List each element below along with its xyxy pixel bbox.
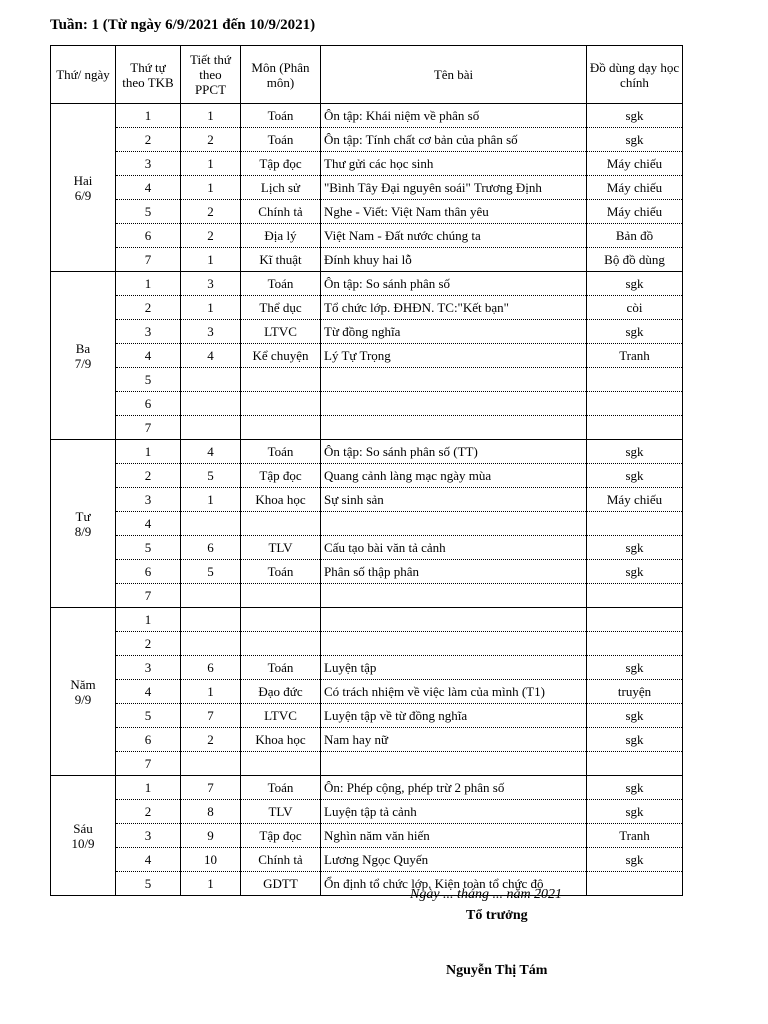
table-row (51, 368, 683, 392)
lesson-cell: Nghe - Viết: Việt Nam thân yêu (321, 200, 587, 224)
day-cell (51, 440, 116, 608)
subject-cell: Toán (241, 104, 321, 128)
table-row (51, 392, 683, 416)
day-date: 7/9 (74, 355, 92, 371)
tkb-cell: 5 (116, 872, 181, 896)
day-name: Tư (75, 508, 91, 524)
signature-date: Ngày ... tháng ... năm 2021 (410, 887, 563, 902)
lesson-cell: Ôn tập: Khái niệm về phân số (321, 104, 587, 128)
materials-cell: sgk (587, 704, 683, 728)
materials-cell: Tranh (587, 824, 683, 848)
lesson-cell (321, 584, 587, 608)
subject-cell (241, 392, 321, 416)
table-row (51, 464, 683, 488)
ppct-cell: 7 (181, 704, 241, 728)
lesson-cell: Việt Nam - Đất nước chúng ta (321, 224, 587, 248)
page-title: Tuần: 1 (Từ ngày 6/9/2021 đến 10/9/2021) (50, 17, 316, 33)
lesson-cell: Luyện tập tả cảnh (321, 800, 587, 824)
materials-cell (587, 512, 683, 536)
materials-cell: sgk (587, 128, 683, 152)
tkb-cell: 2 (116, 632, 181, 656)
table-row (51, 440, 683, 464)
materials-cell (587, 752, 683, 776)
day-date: 9/9 (74, 691, 92, 707)
lesson-cell (321, 416, 587, 440)
table-row (51, 128, 683, 152)
ppct-cell (181, 752, 241, 776)
materials-cell: Máy chiếu (587, 200, 683, 224)
subject-cell (241, 608, 321, 632)
table-row (51, 776, 683, 800)
lesson-cell: Đính khuy hai lỗ (321, 248, 587, 272)
tkb-cell: 7 (116, 248, 181, 272)
table-row (51, 320, 683, 344)
ppct-cell: 9 (181, 824, 241, 848)
subject-cell (241, 416, 321, 440)
ppct-cell: 1 (181, 176, 241, 200)
day-cell (51, 272, 116, 440)
table-row (51, 536, 683, 560)
ppct-cell: 3 (181, 272, 241, 296)
lesson-cell: Thư gửi các học sinh (321, 152, 587, 176)
ppct-cell: 4 (181, 344, 241, 368)
ppct-cell (181, 608, 241, 632)
ppct-cell: 6 (181, 536, 241, 560)
table-row (51, 224, 683, 248)
table-row (51, 296, 683, 320)
tkb-cell: 6 (116, 392, 181, 416)
lesson-cell: Ôn tập: So sánh phân số (TT) (321, 440, 587, 464)
materials-cell: Bộ đồ dùng (587, 248, 683, 272)
lesson-cell: Ôn tập: So sánh phân số (321, 272, 587, 296)
header-subject: Môn (Phân môn) (241, 46, 321, 104)
tkb-cell: 4 (116, 848, 181, 872)
subject-cell: Đạo đức (241, 680, 321, 704)
table-row (51, 632, 683, 656)
table-row (51, 608, 683, 632)
table-row (51, 848, 683, 872)
tkb-cell: 4 (116, 512, 181, 536)
tkb-cell: 1 (116, 104, 181, 128)
lesson-cell: Cấu tạo bài văn tả cảnh (321, 536, 587, 560)
day-date: 10/9 (71, 835, 95, 851)
tkb-cell: 3 (116, 824, 181, 848)
subject-cell: Lịch sử (241, 176, 321, 200)
subject-cell: Khoa học (241, 728, 321, 752)
ppct-cell: 5 (181, 560, 241, 584)
lesson-cell (321, 392, 587, 416)
ppct-cell (181, 584, 241, 608)
table-row (51, 680, 683, 704)
materials-cell: truyện (587, 680, 683, 704)
materials-cell (587, 584, 683, 608)
header-row (51, 46, 683, 104)
materials-cell: sgk (587, 728, 683, 752)
table-row (51, 104, 683, 128)
subject-cell: LTVC (241, 704, 321, 728)
lesson-cell: "Bình Tây Đại nguyên soái" Trương Định (321, 176, 587, 200)
materials-cell: sgk (587, 536, 683, 560)
lesson-cell: Nam hay nữ (321, 728, 587, 752)
tkb-cell: 2 (116, 128, 181, 152)
ppct-cell: 3 (181, 320, 241, 344)
header-tkb: Thứ tự theo TKB (116, 46, 181, 104)
table-row (51, 488, 683, 512)
lesson-cell: Sự sinh sản (321, 488, 587, 512)
lesson-cell: Ổn định tổ chức lớp. Kiện toàn tổ chức độ (321, 872, 587, 896)
lesson-cell: Phân số thập phân (321, 560, 587, 584)
table-row (51, 200, 683, 224)
tkb-cell: 2 (116, 296, 181, 320)
table-row (51, 560, 683, 584)
tkb-cell: 1 (116, 440, 181, 464)
ppct-cell: 1 (181, 488, 241, 512)
subject-cell: Tập đọc (241, 464, 321, 488)
table-row (51, 704, 683, 728)
subject-cell: Thể dục (241, 296, 321, 320)
subject-cell (241, 368, 321, 392)
tkb-cell: 6 (116, 560, 181, 584)
lesson-cell: Lương Ngọc Quyến (321, 848, 587, 872)
subject-cell: Toán (241, 440, 321, 464)
materials-cell: Bản đồ (587, 224, 683, 248)
table-row (51, 656, 683, 680)
tkb-cell: 5 (116, 704, 181, 728)
subject-cell: Toán (241, 656, 321, 680)
ppct-cell: 1 (181, 152, 241, 176)
table-row (51, 824, 683, 848)
tkb-cell: 3 (116, 488, 181, 512)
materials-cell (587, 392, 683, 416)
table-row (51, 512, 683, 536)
materials-cell: còi (587, 296, 683, 320)
materials-cell: sgk (587, 464, 683, 488)
ppct-cell: 6 (181, 656, 241, 680)
tkb-cell: 4 (116, 344, 181, 368)
ppct-cell (181, 392, 241, 416)
materials-cell: sgk (587, 560, 683, 584)
lesson-cell: Lý Tự Trọng (321, 344, 587, 368)
lesson-cell (321, 368, 587, 392)
tkb-cell: 1 (116, 608, 181, 632)
header-ppct: Tiết thứ theo PPCT (181, 46, 241, 104)
subject-cell: Toán (241, 560, 321, 584)
tkb-cell: 2 (116, 464, 181, 488)
lesson-cell: Ôn tập: Tính chất cơ bản của phân số (321, 128, 587, 152)
lesson-cell: Quang cảnh làng mạc ngày mùa (321, 464, 587, 488)
materials-cell: Máy chiếu (587, 176, 683, 200)
materials-cell: sgk (587, 440, 683, 464)
subject-cell: Kể chuyện (241, 344, 321, 368)
lesson-cell (321, 512, 587, 536)
tkb-cell: 5 (116, 368, 181, 392)
tkb-cell: 7 (116, 584, 181, 608)
tkb-cell: 6 (116, 224, 181, 248)
table-row (51, 152, 683, 176)
tkb-cell: 5 (116, 536, 181, 560)
subject-cell: TLV (241, 536, 321, 560)
ppct-cell: 2 (181, 728, 241, 752)
day-name: Ba (75, 340, 91, 356)
materials-cell (587, 872, 683, 896)
day-name: Năm (70, 676, 96, 692)
table-row (51, 872, 683, 896)
lesson-cell: Từ đồng nghĩa (321, 320, 587, 344)
tkb-cell: 7 (116, 416, 181, 440)
subject-cell: Tập đọc (241, 152, 321, 176)
materials-cell: sgk (587, 776, 683, 800)
materials-cell: Máy chiếu (587, 152, 683, 176)
ppct-cell (181, 512, 241, 536)
subject-cell: Chính tả (241, 848, 321, 872)
tkb-cell: 3 (116, 656, 181, 680)
ppct-cell: 4 (181, 440, 241, 464)
materials-cell: sgk (587, 656, 683, 680)
subject-cell: TLV (241, 800, 321, 824)
day-cell (51, 776, 116, 896)
subject-cell: Kĩ thuật (241, 248, 321, 272)
ppct-cell: 2 (181, 128, 241, 152)
ppct-cell: 1 (181, 248, 241, 272)
tkb-cell: 3 (116, 152, 181, 176)
signature-role: Tổ trưởng (466, 908, 528, 923)
signature-name: Nguyễn Thị Tám (446, 963, 548, 978)
tkb-cell: 4 (116, 680, 181, 704)
day-cell (51, 104, 116, 272)
ppct-cell: 7 (181, 776, 241, 800)
subject-cell: Địa lý (241, 224, 321, 248)
subject-cell (241, 752, 321, 776)
materials-cell: sgk (587, 800, 683, 824)
schedule-table (50, 45, 683, 896)
materials-cell: sgk (587, 272, 683, 296)
materials-cell (587, 368, 683, 392)
header-lesson: Tên bài (321, 46, 587, 104)
day-cell (51, 608, 116, 776)
materials-cell (587, 632, 683, 656)
subject-cell: Khoa học (241, 488, 321, 512)
ppct-cell: 1 (181, 872, 241, 896)
table-row (51, 752, 683, 776)
ppct-cell (181, 632, 241, 656)
tkb-cell: 5 (116, 200, 181, 224)
header-materials: Đồ dùng dạy học chính (587, 46, 683, 104)
tkb-cell: 2 (116, 800, 181, 824)
tkb-cell: 1 (116, 272, 181, 296)
tkb-cell: 1 (116, 776, 181, 800)
table-row (51, 800, 683, 824)
materials-cell: sgk (587, 104, 683, 128)
materials-cell: Máy chiếu (587, 488, 683, 512)
ppct-cell (181, 368, 241, 392)
subject-cell: GDTT (241, 872, 321, 896)
subject-cell: Toán (241, 128, 321, 152)
ppct-cell: 2 (181, 224, 241, 248)
lesson-cell: Ôn: Phép cộng, phép trừ 2 phân số (321, 776, 587, 800)
lesson-cell (321, 632, 587, 656)
lesson-cell: Nghìn năm văn hiến (321, 824, 587, 848)
materials-cell (587, 416, 683, 440)
header-day: Thứ/ ngày (51, 46, 116, 104)
table-row (51, 248, 683, 272)
ppct-cell: 1 (181, 296, 241, 320)
lesson-cell: Tổ chức lớp. ĐHĐN. TC:"Kết bạn" (321, 296, 587, 320)
ppct-cell: 8 (181, 800, 241, 824)
materials-cell: Tranh (587, 344, 683, 368)
day-date: 6/9 (74, 187, 92, 203)
lesson-cell: Có trách nhiệm về việc làm của mình (T1) (321, 680, 587, 704)
schedule-body (51, 104, 683, 896)
materials-cell: sgk (587, 848, 683, 872)
tkb-cell: 4 (116, 176, 181, 200)
lesson-cell (321, 608, 587, 632)
subject-cell (241, 632, 321, 656)
day-name: Sáu (73, 820, 93, 836)
ppct-cell: 1 (181, 680, 241, 704)
table-row (51, 344, 683, 368)
lesson-cell: Luyện tập (321, 656, 587, 680)
subject-cell: Tập đọc (241, 824, 321, 848)
day-date: 8/9 (74, 523, 92, 539)
tkb-cell: 6 (116, 728, 181, 752)
materials-cell: sgk (587, 320, 683, 344)
table-row (51, 416, 683, 440)
tkb-cell: 7 (116, 752, 181, 776)
table-row (51, 728, 683, 752)
subject-cell: Toán (241, 776, 321, 800)
table-row (51, 272, 683, 296)
table-row (51, 176, 683, 200)
tkb-cell: 3 (116, 320, 181, 344)
ppct-cell: 10 (181, 848, 241, 872)
materials-cell (587, 608, 683, 632)
subject-cell (241, 512, 321, 536)
subject-cell: Toán (241, 272, 321, 296)
subject-cell: LTVC (241, 320, 321, 344)
subject-cell (241, 584, 321, 608)
table-row (51, 584, 683, 608)
day-name: Hai (73, 172, 93, 188)
ppct-cell: 1 (181, 104, 241, 128)
lesson-cell (321, 752, 587, 776)
ppct-cell (181, 416, 241, 440)
ppct-cell: 2 (181, 200, 241, 224)
subject-cell: Chính tả (241, 200, 321, 224)
ppct-cell: 5 (181, 464, 241, 488)
lesson-cell: Luyện tập về từ đồng nghĩa (321, 704, 587, 728)
